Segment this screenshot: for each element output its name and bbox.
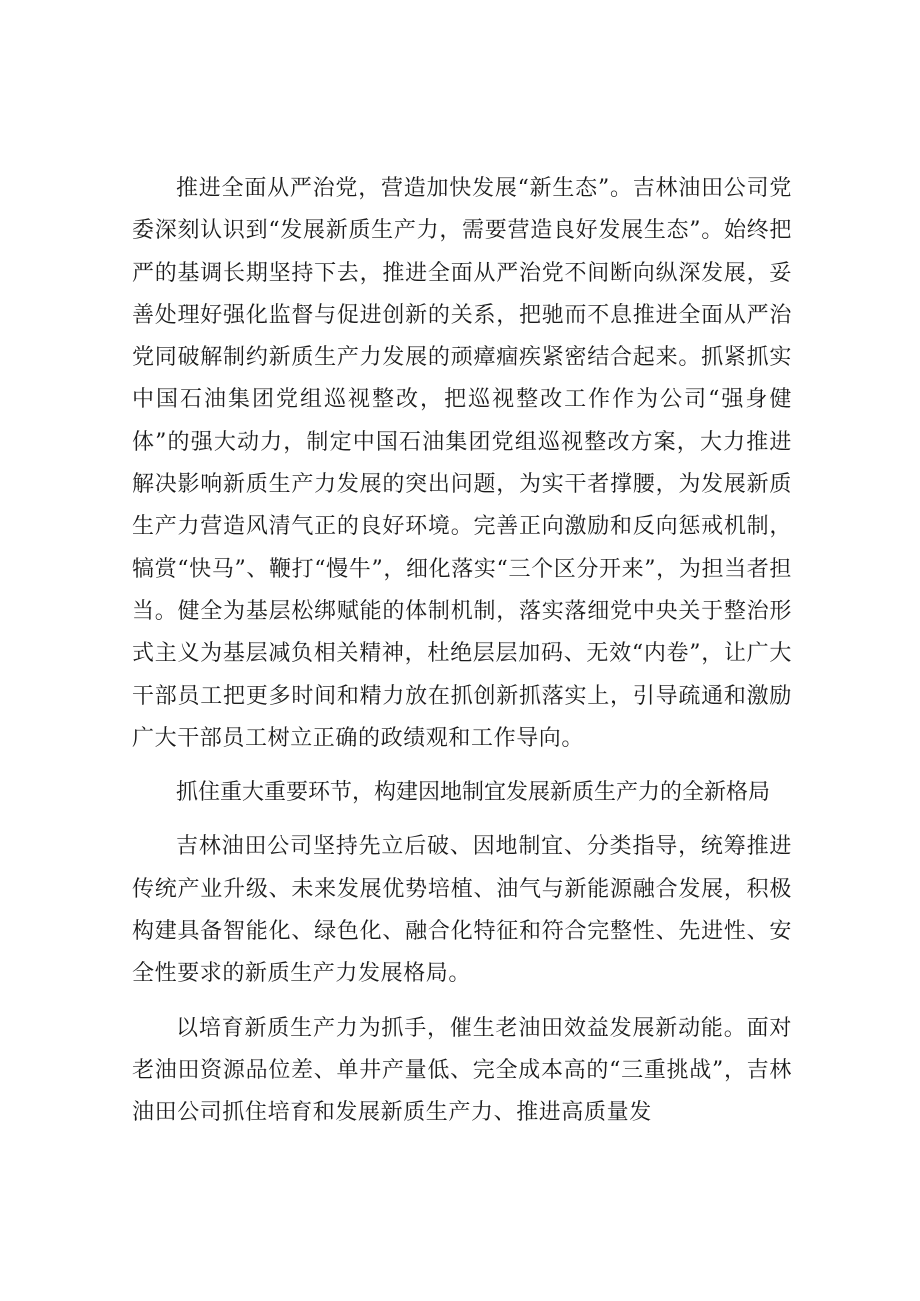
paragraph-new-momentum: 以培育新质生产力为抓手，催生老油田效益发展新动能。面对老油田资源品位差、单井产量低、完全成本高的“三重挑战”，吉林油田公司抓住培育和发展新质生产力、推进高质量发: [132, 1015, 792, 1126]
document-body: [132, 168, 792, 1135]
paragraph-party-governance: 推进全面从严治党，营造加快发展“新生态”。吉林油田公司党委深刻认识到“发展新质生产力，需要营造良好发展生态”。始终把严的基调长期坚持下去，推进全面从严治党不间断向纵深发展，妥善处理好强化监督与促进创新的关系，把驰而不息推进全面从严治党同破解制约新质生产力发展的顽瘴痼疾紧密结合起来。抓紧抓实中国石油集团党组巡视整改，把巡视整改工作作为公司“强身健体”的强大动力，制定中国石油集团党组巡视整改方案，大力推进解决影响新质生产力发展的突出问题，为实干者撑腰，为发展新质生产力营造风清气正的良好环境。完善正向激励和反向惩戒机制，犒赏“快马”、鞭打“慢牛”，细化落实“三个区分开来”，为担当者担当。健全为基层松绑赋能的体制机制，落实落细党中央关于整治形式主义为基层减负相关精神，杜绝层层加码、无效“内卷”，让广大干部员工把更多时间和精力放在抓创新抓落实上，引导疏通和激励广大干部员工树立正确的政绩观和工作导向。: [132, 176, 792, 751]
paragraph-development-pattern: 吉林油田公司坚持先立后破、因地制宜、分类指导，统筹推进传统产业升级、未来发展优势培植、油气与新能源融合发展，积极构建具备智能化、绿色化、融合化特征和符合完整性、先进性、安全性要求的新质生产力发展格局。: [132, 834, 792, 987]
section-heading: 抓住重大重要环节，构建因地制宜发展新质生产力的全新格局: [176, 780, 771, 806]
